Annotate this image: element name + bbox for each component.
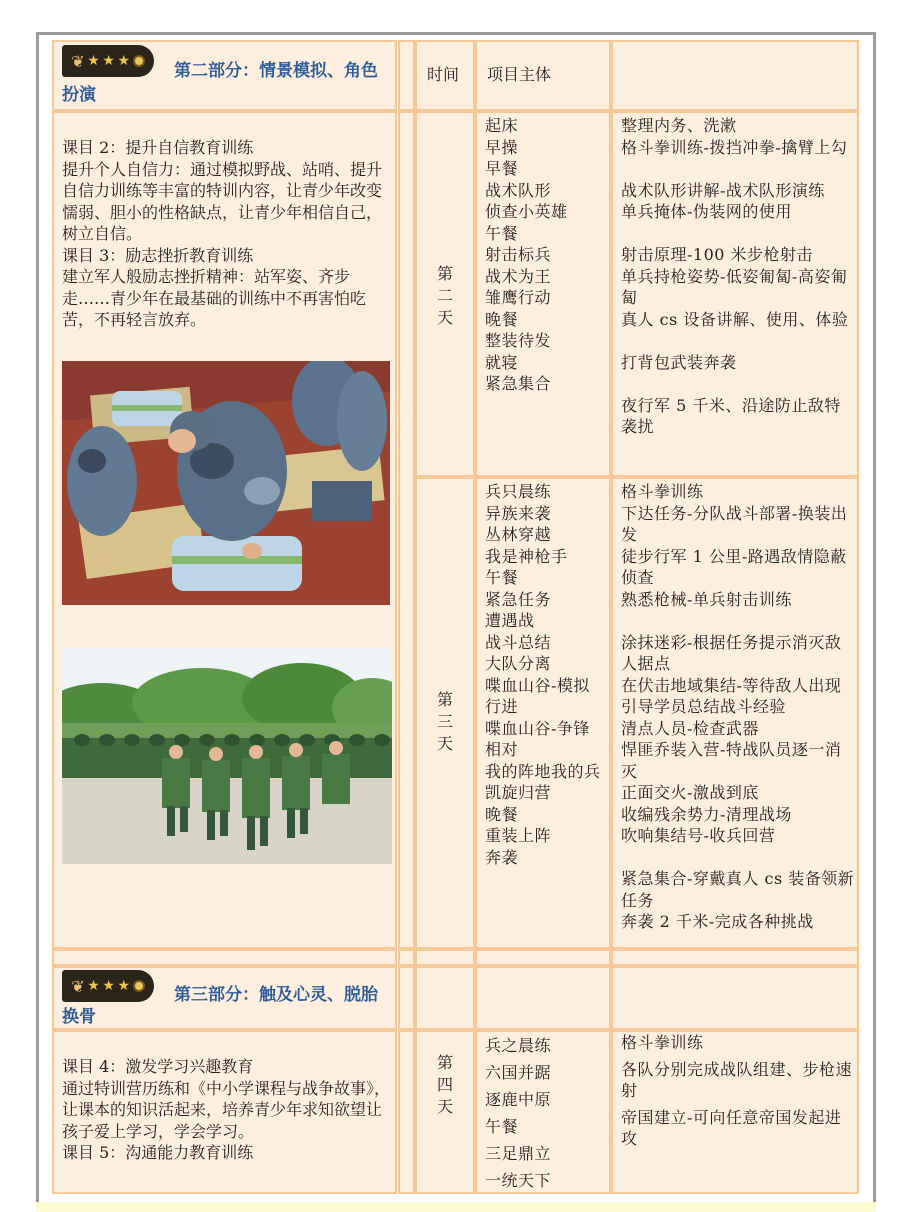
list-item: 雏鹰行动 [485, 288, 552, 307]
day2-item-list [485, 115, 605, 395]
list-item: 射击原理-100 米步枪射击 [621, 245, 814, 264]
list-item: 战斗总结 [485, 632, 552, 652]
day2-items-cell [475, 111, 611, 477]
list-item: 引导学员总结战斗经验 [621, 697, 787, 716]
list-item: 清点人员-检查武器 [621, 718, 759, 738]
course-4-title: 课目 4：激发学习兴趣教育 [62, 1057, 254, 1076]
header-item: 项目主体 [487, 65, 552, 84]
list-item: 悍匪乔装入营-特战队员逐一消灭 [621, 740, 842, 781]
blank-line [621, 223, 855, 245]
list-item: 打背包武装奔袭 [621, 352, 737, 372]
day3-items-cell [475, 477, 611, 949]
list-item: 紧急任务 [485, 589, 552, 609]
list-item: 整理内务、洗漱 [621, 116, 737, 135]
list-item: 逐鹿中原 [485, 1090, 552, 1109]
day4-items-cell [475, 1030, 611, 1194]
rank-badge-icon [62, 45, 154, 77]
part3-description-cell [52, 1030, 397, 1194]
list-item: 喋血山谷-争锋相对 [485, 718, 590, 759]
day4-label: 第 四 天 [436, 1053, 453, 1116]
star-icon: ★ [117, 978, 131, 994]
list-item: 吹响集结号-收兵回营 [621, 826, 776, 845]
list-item: 三足鼎立 [485, 1144, 552, 1163]
list-item: 奔袭 [485, 847, 519, 867]
photo-folding-blankets [62, 361, 390, 605]
laurel-icon: ❦ [71, 51, 85, 71]
list-item: 各队分别完成战队组建、步枪速射 [621, 1059, 853, 1100]
list-item: 帝国建立-可向任意帝国发起进攻 [621, 1107, 842, 1148]
day2-label-cell [415, 111, 475, 477]
star-icon: ★ [87, 978, 100, 994]
separator-cell [415, 949, 475, 966]
part2-description-cell [52, 111, 397, 949]
list-item: 凯旋归营 [485, 783, 552, 802]
star-icon: ★ [87, 53, 100, 69]
bottom-band [36, 1202, 876, 1212]
list-item: 我的阵地我的兵 [485, 761, 601, 781]
empty-cell [475, 966, 611, 1030]
list-item: 重装上阵 [485, 826, 552, 845]
day4-content-cell [611, 1030, 859, 1194]
spacer-cell [398, 966, 415, 1030]
list-item: 晚餐 [485, 804, 519, 824]
part2-title: 第二部分：情景模拟、角色 [174, 61, 378, 81]
part3-title-cell [52, 966, 397, 1030]
part2-title-cont: 扮演 [62, 85, 96, 105]
separator-cell [475, 949, 611, 966]
list-item: 午餐 [485, 223, 519, 243]
separator-cell [398, 949, 415, 966]
star-icon: ★ [102, 53, 115, 69]
list-item: 就寝 [485, 352, 519, 372]
course-2-title: 课目 2：提升自信教育训练 [62, 138, 254, 157]
list-item: 单兵掩体-伪装网的使用 [621, 202, 792, 221]
course-4-text: 通过特训营历练和《中小学课程与战争故事》，让课本的知识活起来，培养青少年求知欲望让孩子爱上学习，学会学习。 [62, 1078, 391, 1141]
list-item: 射击标兵 [485, 245, 552, 264]
list-item: 战术为王 [485, 266, 552, 286]
list-item: 夜行军 5 千米、沿途防止敌特袭扰 [621, 395, 841, 436]
list-item: 徒步行军 1 公里-路遇敌情隐蔽侦查 [621, 546, 847, 587]
day2-content-cell [611, 111, 859, 477]
list-item: 起床 [485, 116, 519, 135]
part3-title-cont: 换骨 [62, 1007, 96, 1027]
list-item: 喋血山谷-模拟行进 [485, 675, 590, 716]
list-item: 大队分离 [485, 654, 552, 673]
header-content-cell [611, 40, 859, 111]
course-3-text: 建立军人般励志挫折精神：站军姿、齐步走……青少年在最基础的训练中不再害怕吃苦，不再轻言放弃。 [62, 267, 367, 329]
list-item: 战术队形讲解-战术队形演练 [621, 180, 825, 200]
list-item: 单兵持枪姿势-低姿匍匐-高姿匍匐 [621, 266, 848, 307]
laurel-icon: ❦ [71, 976, 85, 996]
spacer-cell [398, 40, 415, 111]
list-item: 下达任务-分队战斗部署-换装出发 [621, 503, 848, 544]
list-item: 格斗拳训练-拨挡冲拳-擒臂上勾 [621, 137, 848, 157]
course-2-text: 提升个人自信力：通过模拟野战、站哨、提升自信力训练等丰富的特训内容，让青少年改变懦弱、胆小的性格缺点，让青少年相信自己，树立自信。 [62, 159, 383, 243]
list-item: 丛林穿越 [485, 525, 552, 544]
list-item: 正面交火-激战到底 [621, 783, 759, 802]
part3-description [62, 1056, 392, 1164]
list-item: 格斗拳训练 [621, 1033, 704, 1052]
blank-line [621, 158, 855, 180]
day4-content-list [621, 1032, 855, 1150]
list-item: 遭遇战 [485, 611, 535, 630]
list-item: 侦查小英雄 [485, 202, 568, 221]
empty-cell [415, 966, 475, 1030]
blank-line [621, 330, 855, 352]
list-item: 战术队形 [485, 180, 552, 200]
separator-cell [52, 949, 397, 966]
list-item: 异族来袭 [485, 503, 552, 523]
list-item: 我是神枪手 [485, 546, 568, 566]
list-item: 晚餐 [485, 309, 519, 329]
day2-label: 第 二 天 [436, 264, 453, 327]
header-item-cell [475, 40, 611, 111]
spacer-cell [398, 1030, 415, 1194]
day3-content-cell [611, 477, 859, 949]
list-item: 紧急集合 [485, 374, 552, 393]
list-item: 午餐 [485, 1117, 519, 1136]
star-icon: ★ [102, 978, 115, 994]
part2-title-cell [52, 40, 397, 111]
day4-item-list [485, 1032, 605, 1194]
list-item: 整装待发 [485, 331, 552, 350]
day3-label-cell [415, 477, 475, 949]
empty-cell [611, 966, 859, 1030]
day3-item-list [485, 481, 605, 868]
rank-badge-icon [62, 970, 154, 1002]
course-5-title: 课目 5：沟通能力教育训练 [62, 1143, 254, 1162]
day2-content-list [621, 115, 855, 438]
list-item: 格斗拳训练 [621, 482, 704, 501]
blank-line [621, 373, 855, 395]
list-item: 兵只晨练 [485, 482, 552, 501]
part3-title: 第三部分：触及心灵、脱胎 [174, 985, 378, 1005]
course-3-title: 课目 3：励志挫折教育训练 [62, 245, 254, 265]
header-time-cell [415, 40, 475, 111]
list-item: 奔袭 2 千米-完成各种挑战 [621, 912, 814, 931]
list-item: 早餐 [485, 159, 519, 178]
blank-line [621, 610, 855, 632]
list-item: 午餐 [485, 568, 519, 587]
medal-icon [133, 980, 145, 992]
medal-icon [133, 55, 145, 67]
list-item: 在伏击地域集结-等待敌人出现 [621, 675, 842, 695]
list-item: 一统天下 [485, 1171, 552, 1190]
list-item: 收编残余势力-清理战场 [621, 804, 792, 824]
day3-content-list [621, 481, 855, 933]
header-time: 时间 [427, 65, 460, 84]
day3-label: 第 三 天 [436, 690, 453, 753]
list-item: 涂抹迷彩-根据任务提示消灭敌人据点 [621, 632, 842, 673]
list-item: 早操 [485, 137, 519, 157]
list-item: 熟悉枪械-单兵射击训练 [621, 589, 792, 609]
day4-label-cell [415, 1030, 475, 1194]
star-icon: ★ [117, 53, 131, 69]
blank-line [621, 847, 855, 869]
spacer-cell [398, 111, 415, 949]
photo-marching-students [62, 648, 392, 864]
separator-cell [611, 949, 859, 966]
list-item: 兵之晨练 [485, 1036, 552, 1055]
list-item: 真人 cs 设备讲解、使用、体验 [621, 309, 849, 329]
list-item: 六国并踞 [485, 1063, 552, 1082]
part2-description [62, 137, 392, 331]
list-item: 紧急集合-穿戴真人 cs 装备领新任务 [621, 869, 855, 910]
